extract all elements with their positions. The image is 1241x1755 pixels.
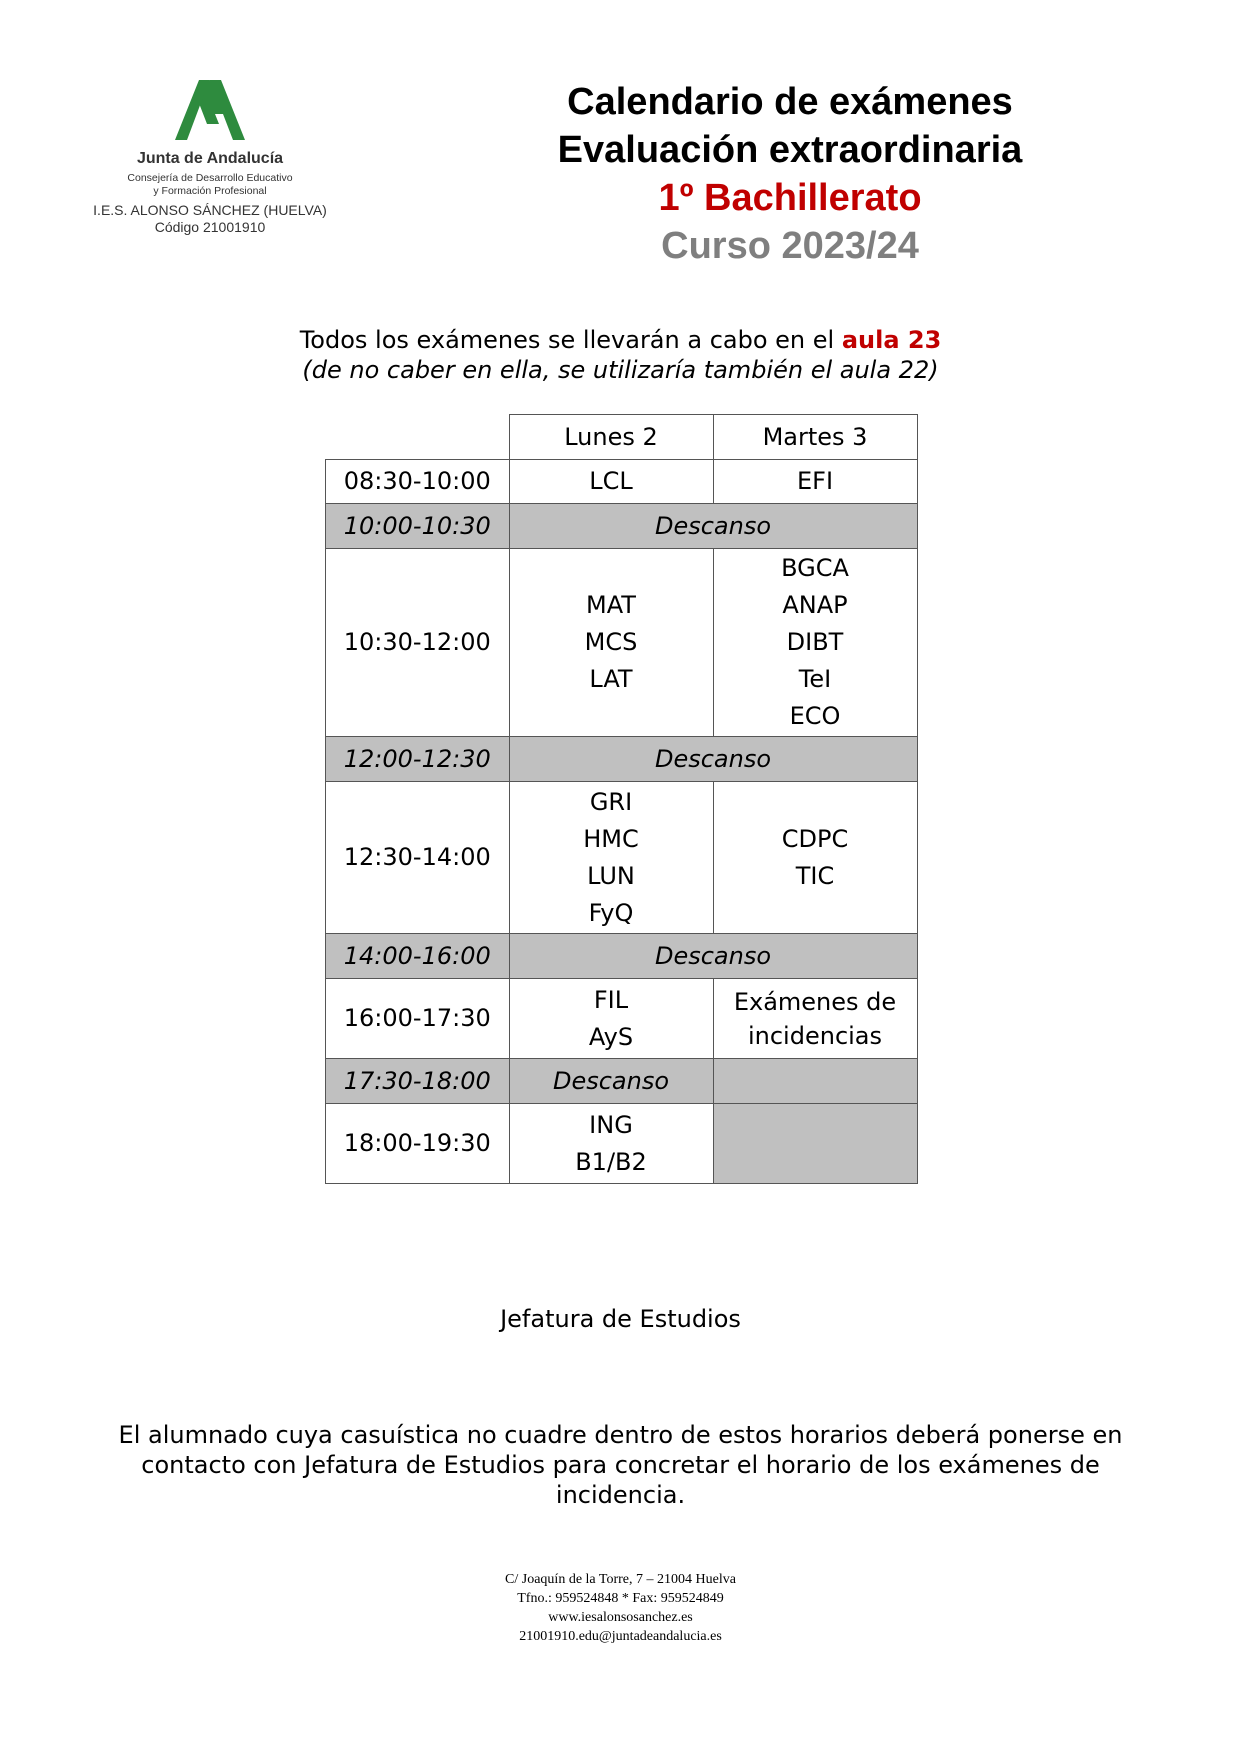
table-row <box>326 782 918 934</box>
subject: B1/B2 <box>575 1147 647 1176</box>
department <box>80 172 340 198</box>
time-cell: 16:00-17:30 <box>326 979 510 1059</box>
subject: TIC <box>795 861 835 890</box>
empty-cell <box>713 1104 917 1184</box>
subject: LUN <box>587 861 635 890</box>
break-row <box>326 934 918 979</box>
exam-schedule-table <box>325 414 918 1184</box>
subject: ING <box>589 1110 633 1139</box>
school-code: Código 21001910 <box>154 219 266 235</box>
department-line-2: y Formación Profesional <box>153 185 267 197</box>
subject: BGCA <box>781 554 849 582</box>
subject: DIBT <box>786 628 844 656</box>
subject: FIL <box>593 985 629 1014</box>
break-cell: Descanso <box>509 1059 713 1104</box>
school <box>80 202 340 236</box>
time-cell: 12:30-14:00 <box>326 782 510 934</box>
footer-address: C/ Joaquín de la Torre, 7 – 21004 Huelva <box>505 1572 736 1587</box>
table-row <box>326 1104 918 1184</box>
org-name: Junta de Andalucía <box>136 150 284 167</box>
column-header-tuesday: Martes 3 <box>713 415 917 460</box>
time-cell: 18:00-19:30 <box>326 1104 510 1184</box>
footer-phone: Tfno.: 959524848 * Fax: 959524849 <box>517 1591 724 1606</box>
subject: EFI <box>796 467 834 495</box>
table-row <box>326 460 918 504</box>
empty-cell <box>713 1059 917 1104</box>
title-school-year: Curso 2023/24 <box>661 225 919 267</box>
footer-email: 21001910.edu@juntadeandalucia.es <box>519 1629 722 1644</box>
intro-text <box>0 325 1241 385</box>
break-cell: Descanso <box>509 934 917 979</box>
subject: CDPC <box>781 824 849 853</box>
exam-cell <box>509 782 713 934</box>
footer <box>0 1570 1241 1646</box>
subject: LCL <box>589 467 633 495</box>
document-title <box>480 78 1100 270</box>
incidents-note: incidencias <box>747 1021 883 1050</box>
table-row <box>326 979 918 1059</box>
intro-room: aula 23 <box>841 326 942 354</box>
subject: MAT <box>586 591 636 619</box>
corner-cell <box>326 415 510 460</box>
break-row <box>326 504 918 549</box>
exam-cell <box>713 549 917 737</box>
subject: LAT <box>589 665 633 693</box>
time-cell: 10:00-10:30 <box>326 504 510 549</box>
intro-note: (de no caber en ella, se utilizaría también el aula 22) <box>302 356 939 384</box>
exam-cell <box>509 549 713 737</box>
subject: AyS <box>588 1022 634 1051</box>
break-cell: Descanso <box>509 737 917 782</box>
intro-line <box>0 325 1241 355</box>
subject: MCS <box>584 628 638 656</box>
break-row <box>326 1059 918 1104</box>
subject: FyQ <box>588 898 634 927</box>
exam-cell <box>713 782 917 934</box>
title-line-1: Calendario de exámenes <box>567 81 1013 123</box>
subject: GRI <box>589 787 633 816</box>
subject: TeI <box>798 665 832 693</box>
subject: HMC <box>583 824 639 853</box>
column-header-monday: Lunes 2 <box>509 415 713 460</box>
exam-cell <box>509 460 713 504</box>
title-line-2: Evaluación extraordinaria <box>557 129 1023 171</box>
break-row <box>326 737 918 782</box>
school-name: I.E.S. ALONSO SÁNCHEZ (HUELVA) <box>93 202 327 218</box>
signature: Jefatura de Estudios <box>500 1305 741 1333</box>
notice-text: El alumnado cuya casuística no cuadre dentro de estos horarios deberá ponerse en contacto con Jefatura de Estudios para concretar el horario de los exámenes de incidencia. <box>118 1421 1123 1509</box>
subject: ECO <box>789 702 841 730</box>
time-cell: 10:30-12:00 <box>326 549 510 737</box>
table-row <box>326 549 918 737</box>
exam-cell <box>713 979 917 1059</box>
subject: ANAP <box>782 591 848 619</box>
incidents-note: Exámenes de <box>733 987 897 1016</box>
time-cell: 14:00-16:00 <box>326 934 510 979</box>
title-course-level: 1º Bachillerato <box>658 177 922 219</box>
time-cell: 17:30-18:00 <box>326 1059 510 1104</box>
exam-cell <box>713 460 917 504</box>
exam-cell <box>509 1104 713 1184</box>
junta-andalucia-logo-icon <box>175 80 245 144</box>
time-cell: 08:30-10:00 <box>326 460 510 504</box>
department-line-1: Consejería de Desarrollo Educativo <box>127 172 293 184</box>
time-cell: 12:00-12:30 <box>326 737 510 782</box>
institution-header <box>80 80 340 236</box>
table-header-row <box>326 415 918 460</box>
break-cell: Descanso <box>509 504 917 549</box>
intro-main: Todos los exámenes se llevarán a cabo en el <box>299 326 842 354</box>
footer-web: www.iesalonsosanchez.es <box>548 1610 693 1625</box>
exam-cell <box>509 979 713 1059</box>
